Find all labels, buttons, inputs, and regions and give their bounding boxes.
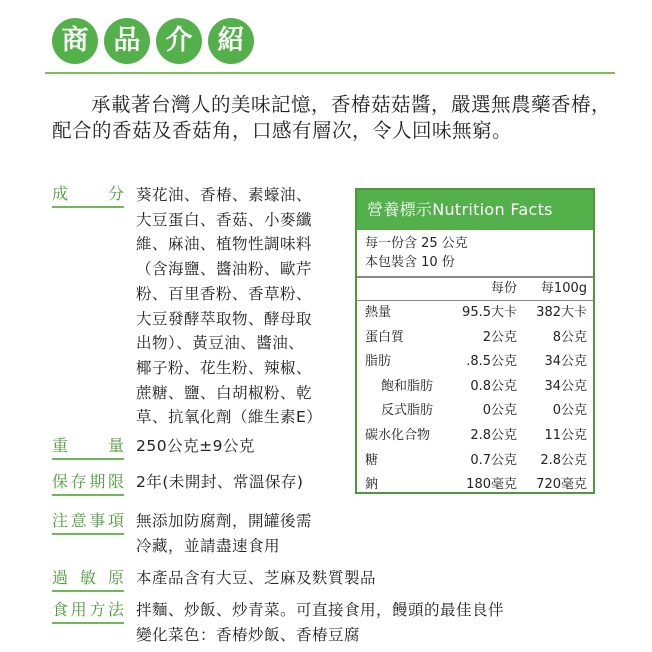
nutrient-name: 脂肪	[365, 354, 392, 370]
nutrient-name: 熱量	[365, 305, 392, 320]
intro-paragraph: 承載著台灣人的美味記憶，香椿菇菇醬，嚴選無農藥香椿，配合的香菇及香菇角，口感有層次，令人回味無窮。	[52, 93, 612, 142]
notice-value	[136, 509, 312, 558]
title-char: 紹	[208, 18, 254, 64]
nutrient-name: 糖	[365, 452, 379, 468]
nutrition-row	[357, 473, 593, 498]
ingredients-line: 出物）、黃豆油、醬油、	[136, 334, 305, 353]
nutrient-per-serving: 95.5大卡	[462, 305, 517, 320]
nutrient-per-serving: 2.8公克	[470, 427, 517, 443]
title-char: 品	[104, 18, 150, 64]
nutrient-per-100g: 2.8公克	[540, 452, 587, 468]
nutrient-name: 鈉	[365, 477, 379, 493]
nutrition-row	[357, 350, 593, 375]
ingredients-line: 維、麻油、植物性調味料	[136, 235, 313, 254]
ingredients-line: （含海鹽、醬油粉、歐芹	[136, 260, 313, 279]
notice-line: 冷藏，並請盡速食用	[136, 536, 281, 555]
nutrient-name-header	[365, 278, 455, 300]
nutrition-row	[357, 375, 593, 400]
notice-line: 無添加防腐劑，開罐後需	[136, 512, 313, 530]
title-char: 商	[52, 18, 98, 64]
nutrient-per-100g: 382大卡	[536, 305, 587, 320]
intro-text	[52, 92, 612, 144]
ingredients-label: 成分	[52, 183, 124, 208]
ingredients-line: 大豆蛋白、香菇、小麥纖	[136, 210, 313, 229]
nutrition-row	[357, 326, 593, 351]
nutrient-per-serving: .8.5公克	[466, 354, 517, 370]
ingredients-line: 蔗糖、鹽、白胡椒粉、乾	[136, 383, 313, 402]
nutrient-name: 反式脂肪	[381, 403, 434, 419]
ingredients-line: 粉、百里香粉、香草粉、	[136, 284, 313, 303]
nutrient-per-100g: 0公克	[552, 403, 587, 419]
usage-line: 變化菜色：香椿炒飯、香椿豆腐	[136, 625, 361, 644]
nutrition-row	[357, 301, 593, 326]
allergen-value: 本產品含有大豆、芝麻及麩質製品	[136, 569, 377, 587]
nutrition-header-row	[357, 278, 593, 301]
nutrient-per-serving: 0.8公克	[470, 378, 517, 394]
ingredients-list	[136, 183, 351, 430]
nutrient-per-serving: 180毫克	[466, 477, 517, 493]
usage-line: 拌麵、炒飯、炒青菜。可直接食用，饅頭的最佳良伴	[136, 601, 505, 619]
nutrient-per-100g: 34公克	[544, 354, 587, 370]
section-title	[52, 18, 254, 64]
nutrient-per-100g: 34公克	[544, 378, 587, 394]
notice-label: 注意事項	[52, 510, 124, 535]
nutrition-row	[357, 449, 593, 474]
nutrient-per-100g: 11公克	[544, 427, 587, 443]
ingredients-line: 草、抗氧化劑（維生素E）	[136, 408, 323, 427]
weight-label: 重量	[52, 435, 124, 460]
nutrient-per-serving: 2公克	[482, 329, 517, 345]
usage-label: 食用方法	[52, 599, 124, 624]
allergen-label: 過敏原	[52, 567, 124, 592]
weight-value: 250公克±9公克	[136, 437, 255, 455]
nutrient-name: 飽和脂肪	[381, 378, 434, 394]
per-serving-header: 每份	[490, 281, 517, 296]
nutrition-title: 營養標示Nutrition Facts	[357, 190, 593, 230]
divider	[45, 72, 615, 74]
nutrition-facts-table	[355, 188, 595, 494]
nutrition-row	[357, 424, 593, 449]
shelf-life-value: 2年(未開封、常溫保存)	[136, 473, 304, 491]
ingredients-line: 大豆發酵萃取物、酵母取	[136, 309, 313, 328]
nutrient-per-serving: 0.7公克	[470, 452, 517, 468]
nutrient-per-100g: 720毫克	[536, 477, 587, 493]
nutrient-per-serving: 0公克	[482, 403, 517, 419]
nutrient-name: 蛋白質	[365, 329, 405, 345]
nutrient-name: 碳水化合物	[365, 427, 431, 443]
servings-per-pack: 本包裝含 10 份	[365, 255, 455, 270]
nutrient-per-100g: 8公克	[552, 329, 587, 345]
serving-size: 每一份含 25 公克	[365, 236, 468, 251]
ingredients-line: 葵花油、香椿、素蠔油、	[136, 186, 313, 204]
nutrition-serving-info	[357, 230, 593, 278]
ingredients-line: 椰子粉、花生粉、辣椒、	[136, 358, 313, 377]
nutrition-row	[357, 399, 593, 424]
per-100g-header: 每100g	[540, 281, 587, 296]
usage-value	[136, 598, 636, 647]
shelf-life-label: 保存期限	[52, 471, 124, 496]
title-char: 介	[156, 18, 202, 64]
